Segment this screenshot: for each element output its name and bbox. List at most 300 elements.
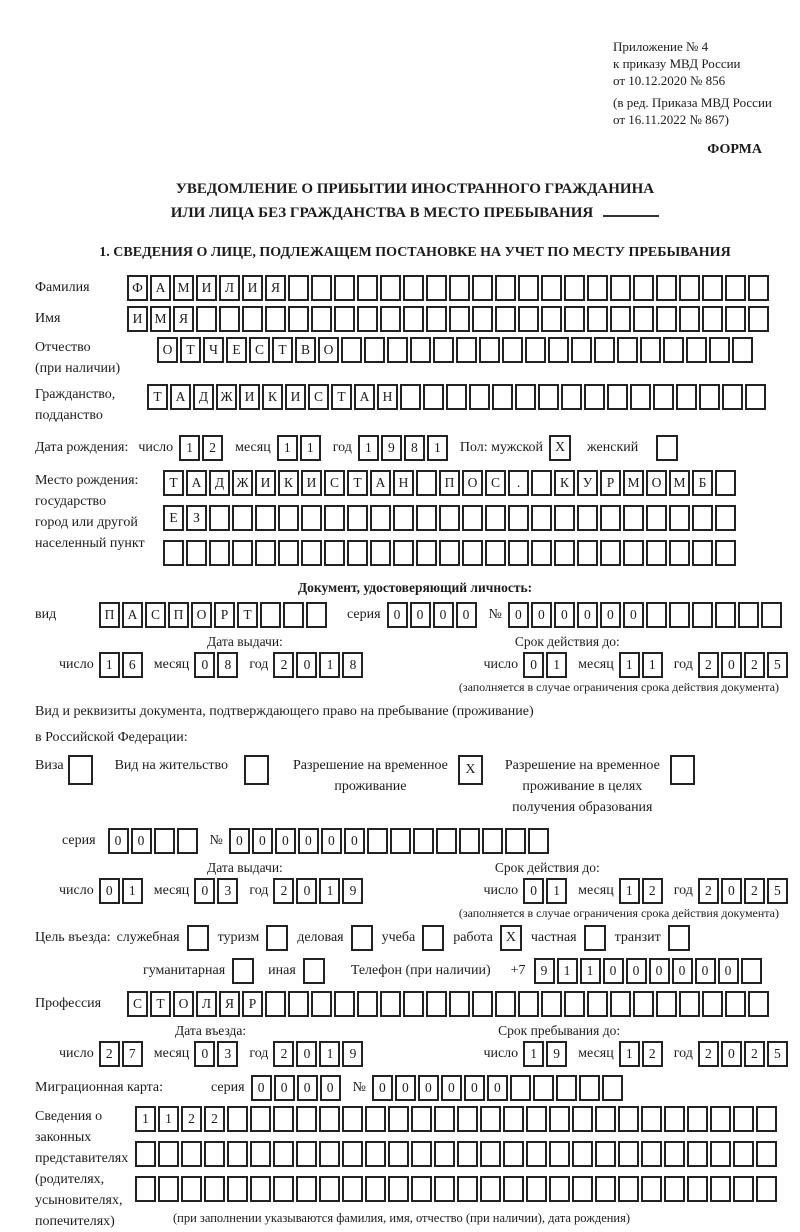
char-box[interactable]: 0 <box>344 828 365 854</box>
char-box[interactable] <box>426 991 447 1017</box>
char-box[interactable] <box>334 991 355 1017</box>
female-checkbox[interactable] <box>656 435 678 461</box>
char-box[interactable] <box>541 275 562 301</box>
char-box[interactable] <box>600 505 621 531</box>
char-box[interactable]: 1 <box>546 878 567 904</box>
char-box[interactable]: 0 <box>395 1075 416 1101</box>
char-box[interactable]: 0 <box>274 1075 295 1101</box>
char-box[interactable]: 8 <box>404 435 425 461</box>
char-box[interactable]: 8 <box>217 652 238 678</box>
char-box[interactable]: 0 <box>297 1075 318 1101</box>
char-box[interactable] <box>227 1106 248 1132</box>
char-box[interactable]: 0 <box>194 1041 215 1067</box>
char-box[interactable] <box>319 1141 340 1167</box>
char-box[interactable]: 2 <box>181 1106 202 1132</box>
char-box[interactable] <box>319 1106 340 1132</box>
char-box[interactable] <box>541 306 562 332</box>
char-box[interactable] <box>579 1075 600 1101</box>
char-box[interactable] <box>324 505 345 531</box>
char-box[interactable] <box>686 337 707 363</box>
char-box[interactable] <box>283 602 304 628</box>
char-box[interactable] <box>457 1141 478 1167</box>
char-box[interactable] <box>564 306 585 332</box>
char-box[interactable]: О <box>191 602 212 628</box>
char-box[interactable] <box>296 1106 317 1132</box>
residence-permit-checkbox[interactable] <box>244 755 269 785</box>
char-box[interactable] <box>554 540 575 566</box>
purpose-opt8-checkbox[interactable] <box>232 958 254 984</box>
char-box[interactable]: 9 <box>342 1041 363 1067</box>
char-box[interactable] <box>533 1075 554 1101</box>
char-box[interactable]: 1 <box>135 1106 156 1132</box>
char-box[interactable]: А <box>150 275 171 301</box>
char-box[interactable] <box>699 384 720 410</box>
char-box[interactable] <box>715 470 736 496</box>
char-box[interactable]: Т <box>147 384 168 410</box>
char-box[interactable]: М <box>669 470 690 496</box>
char-box[interactable]: 0 <box>131 828 152 854</box>
char-box[interactable] <box>564 275 585 301</box>
char-box[interactable] <box>416 470 437 496</box>
char-box[interactable] <box>577 505 598 531</box>
char-box[interactable]: 0 <box>296 1041 317 1067</box>
char-box[interactable]: П <box>99 602 120 628</box>
char-box[interactable] <box>610 275 631 301</box>
char-box[interactable] <box>334 275 355 301</box>
char-box[interactable] <box>646 540 667 566</box>
char-box[interactable] <box>449 306 470 332</box>
char-box[interactable]: А <box>370 470 391 496</box>
char-box[interactable] <box>518 275 539 301</box>
char-box[interactable] <box>388 1141 409 1167</box>
char-box[interactable] <box>618 1176 639 1202</box>
char-box[interactable] <box>400 384 421 410</box>
char-box[interactable] <box>526 1176 547 1202</box>
char-box[interactable] <box>387 337 408 363</box>
char-box[interactable]: И <box>301 470 322 496</box>
char-box[interactable] <box>664 1176 685 1202</box>
char-box[interactable] <box>641 1141 662 1167</box>
char-box[interactable]: Л <box>196 991 217 1017</box>
char-box[interactable]: 0 <box>554 602 575 628</box>
char-box[interactable]: 0 <box>251 1075 272 1101</box>
char-box[interactable]: 1 <box>179 435 200 461</box>
char-box[interactable]: М <box>623 470 644 496</box>
char-box[interactable] <box>669 602 690 628</box>
char-box[interactable] <box>756 1176 777 1202</box>
char-box[interactable]: 2 <box>202 435 223 461</box>
char-box[interactable] <box>288 306 309 332</box>
char-box[interactable] <box>663 337 684 363</box>
char-box[interactable] <box>219 306 240 332</box>
char-box[interactable] <box>538 384 559 410</box>
char-box[interactable] <box>380 306 401 332</box>
char-box[interactable] <box>561 384 582 410</box>
char-box[interactable] <box>288 275 309 301</box>
char-box[interactable] <box>633 275 654 301</box>
char-box[interactable] <box>388 1106 409 1132</box>
char-box[interactable]: 0 <box>721 652 742 678</box>
char-box[interactable] <box>472 306 493 332</box>
char-box[interactable]: М <box>173 275 194 301</box>
char-box[interactable]: Ч <box>203 337 224 363</box>
char-box[interactable] <box>449 275 470 301</box>
char-box[interactable] <box>456 337 477 363</box>
char-box[interactable]: 1 <box>523 1041 544 1067</box>
char-box[interactable] <box>549 1141 570 1167</box>
char-box[interactable]: 1 <box>427 435 448 461</box>
purpose-opt3-checkbox[interactable] <box>351 925 373 951</box>
char-box[interactable]: 2 <box>642 878 663 904</box>
char-box[interactable]: 6 <box>122 652 143 678</box>
char-box[interactable]: 0 <box>523 878 544 904</box>
char-box[interactable] <box>733 1176 754 1202</box>
char-box[interactable]: 9 <box>534 958 555 984</box>
char-box[interactable] <box>528 828 549 854</box>
char-box[interactable] <box>416 540 437 566</box>
char-box[interactable]: 1 <box>319 878 340 904</box>
char-box[interactable] <box>426 275 447 301</box>
char-box[interactable] <box>692 602 713 628</box>
char-box[interactable] <box>733 1106 754 1132</box>
char-box[interactable] <box>273 1141 294 1167</box>
char-box[interactable] <box>702 275 723 301</box>
char-box[interactable] <box>510 1075 531 1101</box>
char-box[interactable] <box>618 1106 639 1132</box>
char-box[interactable]: 0 <box>721 878 742 904</box>
char-box[interactable] <box>572 1176 593 1202</box>
char-box[interactable] <box>710 1176 731 1202</box>
char-box[interactable]: 0 <box>418 1075 439 1101</box>
char-box[interactable] <box>485 505 506 531</box>
char-box[interactable] <box>196 306 217 332</box>
char-box[interactable]: М <box>150 306 171 332</box>
char-box[interactable]: 1 <box>158 1106 179 1132</box>
char-box[interactable] <box>664 1141 685 1167</box>
char-box[interactable]: 0 <box>577 602 598 628</box>
char-box[interactable]: А <box>186 470 207 496</box>
char-box[interactable]: 2 <box>744 1041 765 1067</box>
char-box[interactable] <box>646 602 667 628</box>
char-box[interactable] <box>411 1106 432 1132</box>
char-box[interactable] <box>334 306 355 332</box>
char-box[interactable] <box>480 1106 501 1132</box>
char-box[interactable]: 0 <box>108 828 129 854</box>
char-box[interactable]: 0 <box>649 958 670 984</box>
char-box[interactable] <box>273 1106 294 1132</box>
char-box[interactable]: З <box>186 505 207 531</box>
char-box[interactable]: И <box>196 275 217 301</box>
char-box[interactable] <box>260 602 281 628</box>
char-box[interactable] <box>482 828 503 854</box>
char-box[interactable]: Т <box>180 337 201 363</box>
char-box[interactable] <box>370 540 391 566</box>
char-box[interactable]: 1 <box>319 1041 340 1067</box>
char-box[interactable]: С <box>324 470 345 496</box>
char-box[interactable]: Т <box>150 991 171 1017</box>
char-box[interactable] <box>393 505 414 531</box>
char-box[interactable] <box>469 384 490 410</box>
char-box[interactable] <box>250 1106 271 1132</box>
char-box[interactable] <box>370 505 391 531</box>
char-box[interactable] <box>756 1141 777 1167</box>
char-box[interactable] <box>492 384 513 410</box>
char-box[interactable] <box>584 384 605 410</box>
char-box[interactable] <box>403 275 424 301</box>
char-box[interactable]: 0 <box>194 652 215 678</box>
char-box[interactable] <box>479 337 500 363</box>
char-box[interactable] <box>641 1106 662 1132</box>
char-box[interactable] <box>416 505 437 531</box>
char-box[interactable] <box>357 306 378 332</box>
char-box[interactable]: . <box>508 470 529 496</box>
char-box[interactable] <box>526 1141 547 1167</box>
char-box[interactable]: 0 <box>603 958 624 984</box>
visa-checkbox[interactable] <box>68 755 93 785</box>
purpose-opt7-checkbox[interactable] <box>668 925 690 951</box>
char-box[interactable] <box>342 1141 363 1167</box>
char-box[interactable]: 5 <box>767 878 788 904</box>
purpose-opt5-checkbox[interactable]: X <box>500 925 522 951</box>
char-box[interactable]: 0 <box>600 602 621 628</box>
char-box[interactable]: 0 <box>464 1075 485 1101</box>
char-box[interactable]: 9 <box>381 435 402 461</box>
char-box[interactable] <box>646 505 667 531</box>
char-box[interactable]: 0 <box>275 828 296 854</box>
char-box[interactable]: 2 <box>273 652 294 678</box>
char-box[interactable] <box>610 991 631 1017</box>
char-box[interactable]: П <box>439 470 460 496</box>
char-box[interactable] <box>242 306 263 332</box>
char-box[interactable]: 0 <box>252 828 273 854</box>
char-box[interactable] <box>232 505 253 531</box>
char-box[interactable] <box>301 540 322 566</box>
char-box[interactable]: 0 <box>456 602 477 628</box>
char-box[interactable]: Ж <box>216 384 237 410</box>
char-box[interactable]: 0 <box>626 958 647 984</box>
char-box[interactable] <box>692 505 713 531</box>
char-box[interactable] <box>572 1106 593 1132</box>
char-box[interactable]: 0 <box>410 602 431 628</box>
char-box[interactable]: 2 <box>698 652 719 678</box>
char-box[interactable]: О <box>646 470 667 496</box>
char-box[interactable] <box>715 602 736 628</box>
char-box[interactable] <box>403 991 424 1017</box>
char-box[interactable] <box>204 1141 225 1167</box>
char-box[interactable] <box>255 505 276 531</box>
char-box[interactable]: 0 <box>229 828 250 854</box>
char-box[interactable] <box>531 470 552 496</box>
char-box[interactable]: И <box>127 306 148 332</box>
char-box[interactable] <box>177 828 198 854</box>
char-box[interactable]: Т <box>272 337 293 363</box>
char-box[interactable]: 0 <box>623 602 644 628</box>
char-box[interactable]: 0 <box>695 958 716 984</box>
char-box[interactable]: 1 <box>642 652 663 678</box>
char-box[interactable] <box>676 384 697 410</box>
char-box[interactable] <box>595 1176 616 1202</box>
char-box[interactable] <box>732 337 753 363</box>
char-box[interactable] <box>342 1106 363 1132</box>
char-box[interactable]: 0 <box>296 878 317 904</box>
char-box[interactable]: С <box>145 602 166 628</box>
char-box[interactable] <box>434 1141 455 1167</box>
char-box[interactable] <box>623 540 644 566</box>
char-box[interactable] <box>571 337 592 363</box>
char-box[interactable] <box>186 540 207 566</box>
char-box[interactable] <box>311 991 332 1017</box>
char-box[interactable] <box>610 306 631 332</box>
char-box[interactable] <box>462 540 483 566</box>
char-box[interactable] <box>411 1176 432 1202</box>
char-box[interactable]: Ж <box>232 470 253 496</box>
char-box[interactable] <box>531 505 552 531</box>
char-box[interactable] <box>587 275 608 301</box>
char-box[interactable] <box>623 505 644 531</box>
char-box[interactable] <box>618 1141 639 1167</box>
char-box[interactable] <box>572 1141 593 1167</box>
char-box[interactable] <box>457 1176 478 1202</box>
char-box[interactable] <box>278 505 299 531</box>
char-box[interactable] <box>163 540 184 566</box>
char-box[interactable]: 3 <box>217 1041 238 1067</box>
char-box[interactable]: 2 <box>204 1106 225 1132</box>
char-box[interactable] <box>725 306 746 332</box>
char-box[interactable] <box>687 1176 708 1202</box>
char-box[interactable] <box>679 991 700 1017</box>
char-box[interactable] <box>411 1141 432 1167</box>
char-box[interactable] <box>595 1141 616 1167</box>
char-box[interactable] <box>607 384 628 410</box>
purpose-opt1-checkbox[interactable] <box>187 925 209 951</box>
char-box[interactable] <box>692 540 713 566</box>
char-box[interactable] <box>715 540 736 566</box>
char-box[interactable]: 0 <box>296 652 317 678</box>
char-box[interactable] <box>725 275 746 301</box>
char-box[interactable]: 1 <box>619 1041 640 1067</box>
char-box[interactable] <box>630 384 651 410</box>
char-box[interactable] <box>669 540 690 566</box>
char-box[interactable] <box>641 1176 662 1202</box>
char-box[interactable] <box>472 991 493 1017</box>
char-box[interactable]: И <box>255 470 276 496</box>
char-box[interactable] <box>503 1176 524 1202</box>
char-box[interactable] <box>227 1141 248 1167</box>
char-box[interactable]: 0 <box>718 958 739 984</box>
char-box[interactable]: 1 <box>580 958 601 984</box>
char-box[interactable]: А <box>122 602 143 628</box>
char-box[interactable] <box>446 384 467 410</box>
purpose-opt6-checkbox[interactable] <box>584 925 606 951</box>
char-box[interactable]: Б <box>692 470 713 496</box>
char-box[interactable]: Н <box>393 470 414 496</box>
char-box[interactable] <box>154 828 175 854</box>
char-box[interactable] <box>341 337 362 363</box>
char-box[interactable] <box>725 991 746 1017</box>
char-box[interactable] <box>135 1176 156 1202</box>
char-box[interactable] <box>602 1075 623 1101</box>
char-box[interactable] <box>600 540 621 566</box>
char-box[interactable]: Е <box>163 505 184 531</box>
char-box[interactable] <box>410 337 431 363</box>
char-box[interactable]: К <box>262 384 283 410</box>
purpose-opt4-checkbox[interactable] <box>422 925 444 951</box>
char-box[interactable] <box>357 991 378 1017</box>
char-box[interactable]: А <box>170 384 191 410</box>
char-box[interactable] <box>301 505 322 531</box>
char-box[interactable] <box>457 1106 478 1132</box>
char-box[interactable]: Д <box>209 470 230 496</box>
char-box[interactable] <box>380 991 401 1017</box>
char-box[interactable]: И <box>242 275 263 301</box>
char-box[interactable] <box>357 275 378 301</box>
char-box[interactable] <box>380 275 401 301</box>
char-box[interactable]: 1 <box>619 652 640 678</box>
temp-permit-checkbox[interactable]: X <box>458 755 483 785</box>
char-box[interactable] <box>564 991 585 1017</box>
char-box[interactable] <box>518 991 539 1017</box>
char-box[interactable]: 9 <box>546 1041 567 1067</box>
char-box[interactable] <box>296 1141 317 1167</box>
char-box[interactable]: У <box>577 470 598 496</box>
char-box[interactable] <box>367 828 388 854</box>
char-box[interactable] <box>508 540 529 566</box>
char-box[interactable]: 1 <box>300 435 321 461</box>
char-box[interactable] <box>548 337 569 363</box>
char-box[interactable]: 0 <box>387 602 408 628</box>
char-box[interactable]: Н <box>377 384 398 410</box>
char-box[interactable] <box>587 991 608 1017</box>
char-box[interactable]: Е <box>226 337 247 363</box>
char-box[interactable]: 0 <box>320 1075 341 1101</box>
char-box[interactable] <box>434 1106 455 1132</box>
char-box[interactable] <box>181 1141 202 1167</box>
char-box[interactable] <box>738 602 759 628</box>
char-box[interactable] <box>710 1106 731 1132</box>
male-checkbox[interactable]: X <box>549 435 571 461</box>
char-box[interactable] <box>403 306 424 332</box>
char-box[interactable] <box>135 1141 156 1167</box>
char-box[interactable]: 1 <box>358 435 379 461</box>
char-box[interactable] <box>653 384 674 410</box>
char-box[interactable] <box>664 1106 685 1132</box>
char-box[interactable] <box>733 1141 754 1167</box>
char-box[interactable]: С <box>249 337 270 363</box>
char-box[interactable] <box>526 1106 547 1132</box>
char-box[interactable]: Ф <box>127 275 148 301</box>
char-box[interactable]: С <box>127 991 148 1017</box>
char-box[interactable] <box>393 540 414 566</box>
char-box[interactable]: 2 <box>698 1041 719 1067</box>
char-box[interactable]: 3 <box>217 878 238 904</box>
char-box[interactable]: С <box>485 470 506 496</box>
char-box[interactable] <box>472 275 493 301</box>
char-box[interactable]: 8 <box>342 652 363 678</box>
char-box[interactable]: Т <box>347 470 368 496</box>
char-box[interactable] <box>756 1106 777 1132</box>
char-box[interactable] <box>324 540 345 566</box>
char-box[interactable] <box>761 602 782 628</box>
char-box[interactable] <box>265 306 286 332</box>
char-box[interactable] <box>347 540 368 566</box>
char-box[interactable]: 5 <box>767 652 788 678</box>
char-box[interactable] <box>250 1141 271 1167</box>
char-box[interactable] <box>434 1176 455 1202</box>
char-box[interactable]: 2 <box>744 878 765 904</box>
char-box[interactable]: 2 <box>642 1041 663 1067</box>
char-box[interactable] <box>503 1141 524 1167</box>
char-box[interactable] <box>745 384 766 410</box>
